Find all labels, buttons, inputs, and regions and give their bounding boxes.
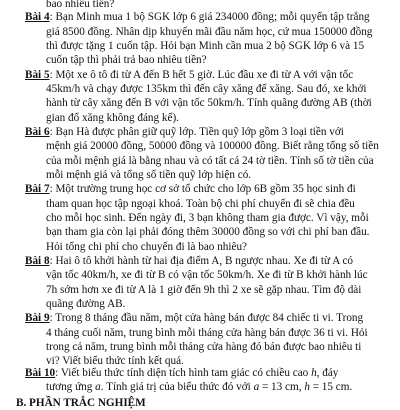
text-segment: : Bạn Hà được phân giữ quỹ lớp. Tiền quỹ lớp gồm 3 loại tiền với bbox=[49, 125, 344, 138]
problem-10-line-1 bbox=[25, 366, 338, 380]
text-line: vi? Viết biểu thức tính kết quả. bbox=[46, 355, 184, 368]
problem-10-line-2 bbox=[46, 380, 352, 394]
text-line: mệnh giá 20000 đồng, 50000 đồng và 100000 đồng. Biết rằng tổng số tiền bbox=[46, 140, 379, 153]
text-line: tham quan học tập ngoại khoá. Toàn bộ chi phí chuyến đi sẽ chia đều bbox=[46, 197, 355, 210]
problem-8-line-1 bbox=[25, 254, 353, 268]
problem-7-label: Bài 7 bbox=[25, 183, 50, 196]
text-line: thì được tặng 1 cuốn tập. Hỏi bạn Minh cần mua 2 bộ SGK lớp 6 và 15 bbox=[46, 40, 365, 53]
text-line: 45km/h và chạy được 135km thì đến cây xăng để xăng. Sau đó, xe khởi bbox=[46, 82, 367, 95]
text-segment: tương ứng bbox=[46, 380, 96, 393]
problem-9-label: Bài 9 bbox=[25, 312, 50, 325]
text-line: Hỏi tổng chi phí cho chuyến đi là bao nhiêu? bbox=[46, 240, 248, 253]
problem-6-label: Bài 6 bbox=[25, 125, 50, 138]
text-line: 4 tháng cuối năm, trung bình mỗi tháng cửa hàng bán được 36 ti vi. Hỏi bbox=[46, 326, 368, 339]
text-segment: : Bạn Minh mua 1 bộ SGK lớp 6 giá 234000 đồng; mỗi quyển tập trắng bbox=[49, 11, 370, 24]
problem-7-line-1 bbox=[25, 182, 356, 196]
text-line: vận tốc 40km/h, xe đi từ B có vận tốc 50km/h. Xe đi từ B khởi hành lúc bbox=[46, 269, 368, 282]
math-variable: a bbox=[253, 380, 260, 393]
text-segment: : Trong 8 tháng đầu năm, một cửa hàng bán được 84 chiếc ti vi. Trong bbox=[49, 312, 364, 325]
text-line: gian đổ xăng không đáng kể). bbox=[46, 111, 179, 124]
text-line: mỗi mệnh giá và tổng số tiền quỹ lớp hiện có. bbox=[46, 168, 252, 181]
text-segment: : Viết biểu thức tính diện tích hình tam giác có chiều cao bbox=[55, 366, 312, 379]
text-line: giá 8500 đồng. Nhân dịp khuyến mãi đầu năm học, cứ mua 150000 đồng bbox=[46, 25, 373, 38]
problem-4-line-1 bbox=[25, 10, 370, 24]
text-segment: : Hai ô tô khởi hành từ hai địa điểm A, B ngược nhau. Xe đi từ A có bbox=[49, 254, 354, 267]
text-segment: . Tính giá trị của biểu thức đó với bbox=[100, 380, 254, 393]
section-title: B. PHẦN TRẮC NGHIỆM bbox=[16, 397, 146, 410]
text-segment: = 13 cm, bbox=[259, 380, 305, 393]
text-line: trong cả năm, trung bình mỗi tháng cửa hàng đó bán được bao nhiêu ti bbox=[46, 340, 362, 353]
section-heading bbox=[16, 396, 146, 410]
problem-5-line-1 bbox=[25, 68, 353, 82]
text-line: quãng đường AB. bbox=[46, 297, 126, 310]
text-line: cho mỗi học sinh. Đến ngày đi, 3 bạn không tham gia được. Vì vậy, mỗi bbox=[46, 211, 369, 224]
text-segment: , đáy bbox=[316, 366, 339, 379]
text-line: bao nhiêu tiền? bbox=[46, 0, 115, 10]
problem-5-label: Bài 5 bbox=[25, 68, 50, 81]
math-variable: a bbox=[95, 380, 101, 393]
text-line: 7h sớm hơn xe đi từ A là 1 giờ đến 9h thì 2 xe sẽ gặp nhau. Tìm độ dài bbox=[46, 283, 362, 296]
math-variable: h bbox=[304, 380, 310, 393]
problem-6-line-1 bbox=[25, 125, 344, 139]
text-segment: : Một trường trung học cơ sở tổ chức cho lớp 6B gồm 35 học sinh đi bbox=[49, 183, 356, 196]
text-line: bạn tham gia còn lại phải đóng thêm 30000 đồng so với chi phí ban đầu. bbox=[46, 226, 370, 239]
problem-8-label: Bài 8 bbox=[25, 254, 50, 267]
text-line: hành từ cây xăng đến B với vận tốc 50km/h. Tính quãng đường AB (thời bbox=[46, 97, 372, 110]
problem-4-label: Bài 4 bbox=[25, 11, 50, 24]
problem-9-line-1 bbox=[25, 311, 363, 325]
text-line: cuốn tập thì phải trả bao nhiêu tiền? bbox=[46, 54, 207, 67]
text-segment: : Một xe ô tô đi từ A đến B hết 5 giờ. Lúc đầu xe đi từ A với vận tốc bbox=[49, 68, 354, 81]
math-variable: h bbox=[311, 366, 317, 379]
text-segment: = 15 cm. bbox=[309, 380, 353, 393]
problem-10-label: Bài 10 bbox=[25, 366, 56, 379]
text-line: của mỗi mệnh giá là bằng nhau và có tất cả 24 tờ tiền. Tính số tờ tiền của bbox=[46, 154, 374, 167]
